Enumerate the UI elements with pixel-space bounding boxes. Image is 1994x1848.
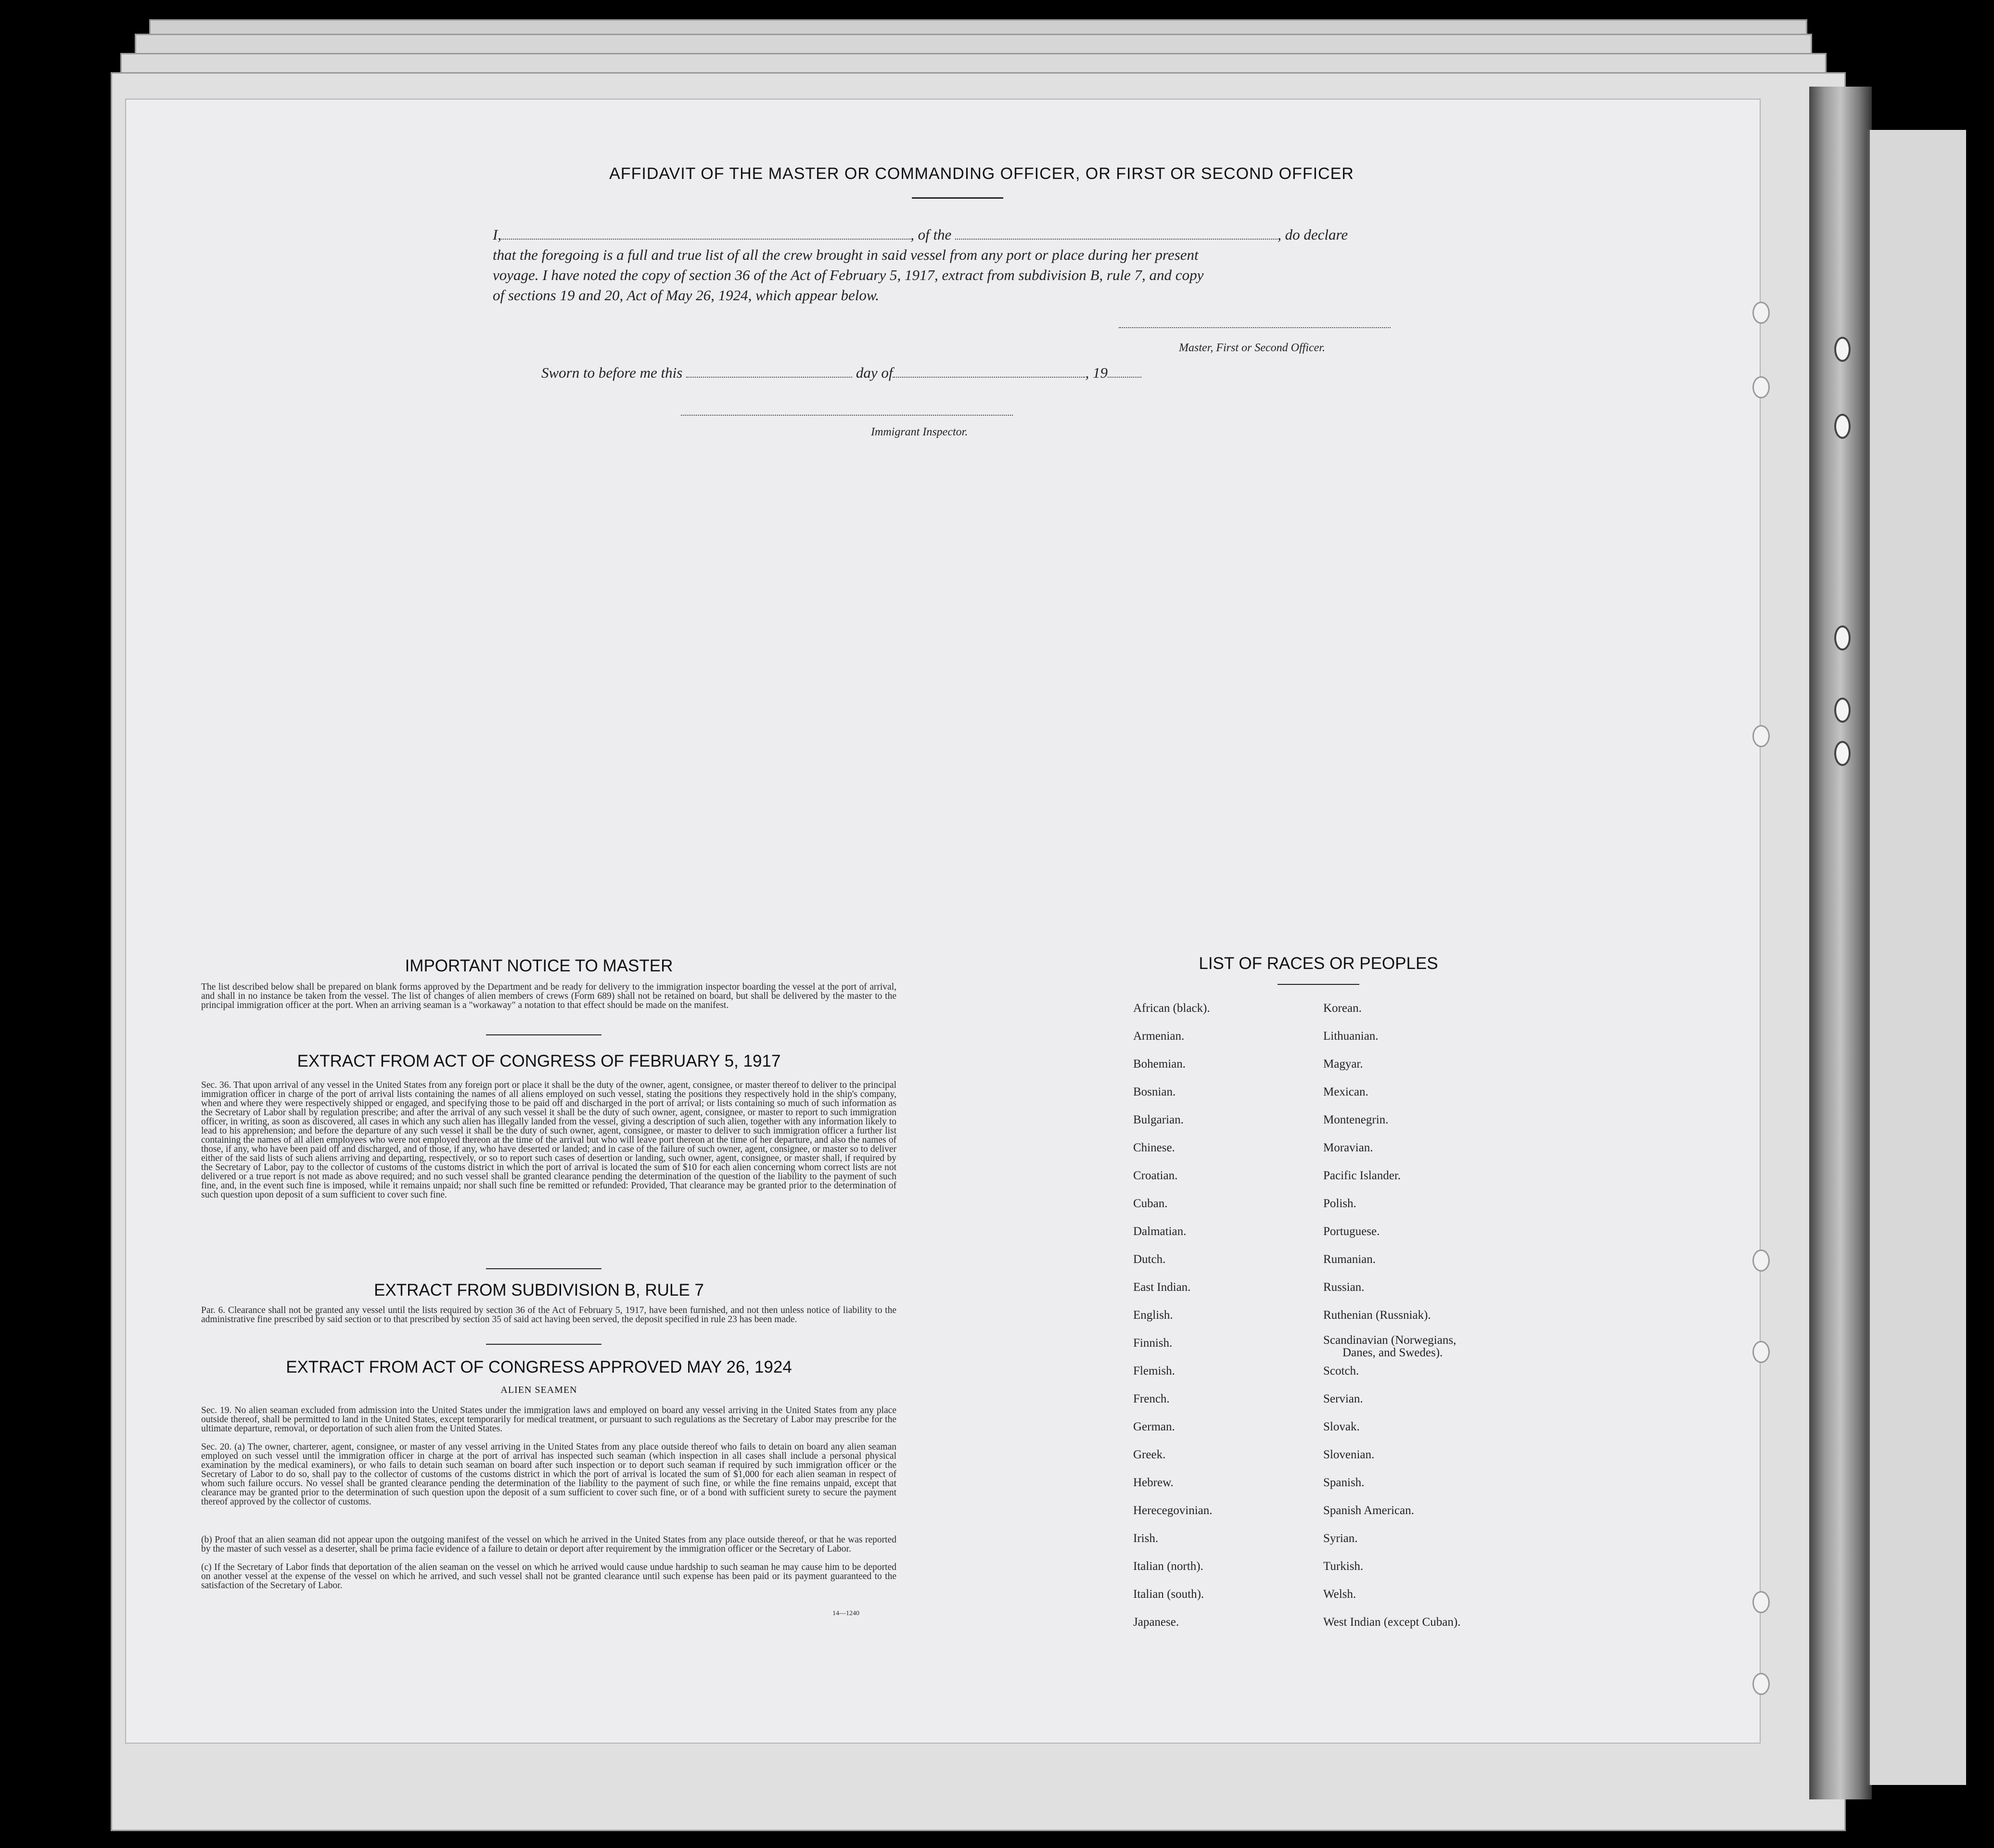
race-item: Scotch. xyxy=(1323,1364,1359,1377)
affidavit-title: AFFIDAVIT OF THE MASTER OR COMMANDING OFFICER, OR FIRST OR SECOND OFFICER xyxy=(609,165,1354,183)
i-label: I, xyxy=(493,226,502,243)
affidavit-line-3: voyage. I have noted the copy of section 36 of the Act of February 5, 1917, extract from subdivision B, rule 7, and copy xyxy=(493,267,1204,283)
form-number: 14—1240 xyxy=(832,1610,859,1617)
alien-seamen-subtitle: ALIEN SEAMEN xyxy=(500,1385,577,1395)
race-item: Cuban. xyxy=(1133,1197,1168,1210)
affidavit-line-4: of sections 19 and 20, Act of May 26, 1924, which appear below. xyxy=(493,287,880,304)
of-the-label: , of the xyxy=(910,226,952,243)
adjacent-page-edge xyxy=(1867,130,1966,1785)
race-item: Japanese. xyxy=(1133,1616,1179,1629)
race-item: Armenian. xyxy=(1133,1030,1185,1043)
extract-1917-body: Sec. 36. That upon arrival of any vessel in the United States from any foreign port or place it shall be the duty of the owner, agent, consignee, or master thereof to deliver to the principal immigration officer in charge of the port of arrival lists containing the names of all aliens employed on such vessel, stating the positions they respectively hold in the ship's company, when and where they were respectively shipped or engaged, and specifying those to be paid off and discharged in the port of arrival; or lists containing so much of such information as the Secretary of Labor shall by regulation prescribe; and after the arrival of any such vessel it shall be the duty of such owner, agent, consignee, or master to report to such immigration officer, in writing, as soon as discovered, all cases in which any such alien has illegally landed from the vessel, giving a description of such alien, together with any information likely to lead to his apprehension; and before the departure of any such vessel it shall be the duty of such owner, agent, consignee, or master to deliver to such immigration officer a further list containing the names of all alien employees who were not employed thereon at the time of the arrival but who will leave port thereon at the time of her departure, and also the names of those, if any, who have been paid off and discharged, and of those, if any, who have deserted or landed; and in case of the failure of such owner, agent, consignee, or master so to deliver either of the said lists of such aliens arriving and departing, respectively, or so to report such cases of desertion or landing, such owner, agent, consignee, or master shall, if required by the Secretary of Labor, pay to the collector of customs of the customs district in which the port of arrival is located the sum of $10 for each alien concerning whom correct lists are not delivered or a true report is not made as above required; and no such vessel shall be granted clearance pending the determination of the question of the liability to the payment of such fine, and, in the event such fine is imposed, while it remains unpaid; nor shall such fine be remitted or refunded: Provided, That clearance may be granted prior to the determination of such question upon deposit of a sum sufficient to cover such fine. xyxy=(201,1080,896,1200)
race-item: Mexican. xyxy=(1323,1085,1368,1098)
race-item: Spanish. xyxy=(1323,1476,1365,1489)
race-item: Servian. xyxy=(1323,1392,1363,1405)
binder-hole xyxy=(1834,741,1851,766)
sec-20c-text: (c) If the Secretary of Labor finds that deportation of the alien seaman on the vessel on which he arrived would cause undue hardship to such seaman he may cause him to be deported on another vessel at the expense of the vessel on which he arrived, and such vessel shall not be granted clearance until such expense has been paid or its payment guaranteed to the satisfaction of the Secretary of Labor. xyxy=(201,1562,896,1591)
master-signature-blank[interactable] xyxy=(1119,327,1391,328)
race-item: Turkish. xyxy=(1323,1560,1364,1573)
race-item: African (black). xyxy=(1133,1002,1210,1015)
race-item: Moravian. xyxy=(1323,1141,1373,1154)
name-blank[interactable] xyxy=(501,239,910,240)
race-item: West Indian (except Cuban). xyxy=(1323,1616,1461,1629)
race-item: Dalmatian. xyxy=(1133,1225,1187,1238)
sec-20a-text: Sec. 20. (a) The owner, charterer, agent, consignee, or master of any vessel arriving in the United States from any place outside thereof who fails to detain on board any alien seaman employed on such vessel until the immigration officer in charge at the port of arrival has inspected such seaman (which inspection in all cases shall include a personal physical examination by the medical examiners), or who fails to detain such seaman on board after such inspection or to deport such seaman if required by such immigration officer or the Secretary of Labor to do so, shall pay to the collector of customs of the customs district in which the port of arrival is located the sum of $1,000 for each alien seaman in respect of whom such failure occurs. No vessel shall be granted clearance pending the determination of the liability to the payment of such fine, or while the fine remains unpaid, except that clearance may be granted prior to the determination of such question upon the deposit of a sum sufficient to cover such fine, or of a bond with sufficient surety to secure the payment thereof approved by the collector of customs. xyxy=(201,1442,896,1507)
binder-hole xyxy=(1834,414,1851,439)
race-item: Lithuanian. xyxy=(1323,1030,1379,1043)
divider xyxy=(486,1344,601,1345)
race-item: Scandinavian (Norwegians, xyxy=(1323,1334,1457,1347)
day-blank[interactable] xyxy=(686,377,852,378)
race-item: English. xyxy=(1133,1309,1173,1322)
binder-hole xyxy=(1834,625,1851,650)
inspector-signature-blank[interactable] xyxy=(681,415,1013,416)
race-item: Spanish American. xyxy=(1323,1504,1414,1517)
month-blank[interactable] xyxy=(893,377,1085,378)
race-item: Pacific Islander. xyxy=(1323,1169,1401,1182)
race-item: Chinese. xyxy=(1133,1141,1175,1154)
punch-hole xyxy=(1752,725,1770,747)
race-item: Irish. xyxy=(1133,1532,1159,1545)
race-item: Hebrew. xyxy=(1133,1476,1174,1489)
race-item: Bohemian. xyxy=(1133,1058,1186,1071)
race-item: French. xyxy=(1133,1392,1170,1405)
notice-body: The list described below shall be prepared on blank forms approved by the Department and be ready for delivery to the immigration inspector boarding the vessel at the port of arrival, and shall in no instance be taken from the vessel. The list of changes of alien members of crews (Form 689) shall not be retained on board, but shall be delivered by the master to the principal immigration officer at the port. When an arriving seaman is a "workaway" a notation to that effect should be made on the manifest. xyxy=(201,982,896,1010)
affidavit-line-1 xyxy=(493,226,1348,243)
races-title: LIST OF RACES OR PEOPLES xyxy=(1199,954,1438,973)
race-item: Finnish. xyxy=(1133,1337,1173,1350)
race-item: Polish. xyxy=(1323,1197,1356,1210)
sworn-label: Sworn to before me this xyxy=(541,364,683,381)
year-blank[interactable] xyxy=(1108,377,1141,378)
race-item: Syrian. xyxy=(1323,1532,1358,1545)
day-of-label: day of xyxy=(856,364,893,381)
year-label: , 19 xyxy=(1085,364,1108,381)
race-item: Slovak. xyxy=(1323,1420,1360,1433)
race-item: Croatian. xyxy=(1133,1169,1178,1182)
race-item: Greek. xyxy=(1133,1448,1166,1461)
sec-19-text: Sec. 19. No alien seaman excluded from admission into the United States under the immigration laws and employed on board any vessel arriving in the United States from any place outside thereof, shall be permitted to land in the United States, except temporarily for medical treatment, or pursuant to such regulations as the Secretary of Labor may prescribe for the ultimate departure, removal, or deportation of such alien from the United States. xyxy=(201,1405,896,1434)
race-item: Welsh. xyxy=(1323,1588,1356,1601)
extract-1924-title: EXTRACT FROM ACT OF CONGRESS APPROVED MAY 26, 1924 xyxy=(286,1358,792,1376)
race-item: German. xyxy=(1133,1420,1175,1433)
race-item: Rumanian. xyxy=(1323,1253,1376,1266)
race-item: Korean. xyxy=(1323,1002,1362,1015)
title-underline xyxy=(912,197,1003,199)
race-item: East Indian. xyxy=(1133,1281,1191,1294)
extract-rule7-body: Par. 6. Clearance shall not be granted any vessel until the lists required by section 36 of the Act of February 5, 1917, have been furnished, and not then unless notice of liability to the administrative fine prescribed by said section or to that prescribed by section 35 of said act having been served, the deposit specified in rule 23 has been made. xyxy=(201,1305,896,1325)
punch-hole xyxy=(1752,1591,1770,1613)
sec-20b-text: (b) Proof that an alien seaman did not appear upon the outgoing manifest of the vessel on which he arrived in the United States from any place outside thereof, or that he was reported by the master of such vessel as a deserter, shall be prima facie evidence of a failure to detain or deport after requirement by the immigration officer or the Secretary of Labor. xyxy=(201,1535,896,1554)
race-item: Slovenian. xyxy=(1323,1448,1375,1461)
master-signature-label: Master, First or Second Officer. xyxy=(1179,342,1325,354)
race-item: Italian (north). xyxy=(1133,1560,1203,1573)
race-item-continued: Danes, and Swedes). xyxy=(1342,1346,1443,1359)
vessel-blank[interactable] xyxy=(955,239,1278,240)
punch-hole xyxy=(1752,302,1770,324)
race-item: Herecegovinian. xyxy=(1133,1504,1213,1517)
sworn-line xyxy=(541,364,1141,382)
race-item: Ruthenian (Russniak). xyxy=(1323,1309,1431,1322)
do-declare-label: , do declare xyxy=(1278,226,1348,243)
extract-rule7-title: EXTRACT FROM SUBDIVISION B, RULE 7 xyxy=(374,1281,704,1300)
race-item: Magyar. xyxy=(1323,1058,1363,1071)
extract-1917-title: EXTRACT FROM ACT OF CONGRESS OF FEBRUARY 5, 1917 xyxy=(297,1052,781,1071)
race-item: Montenegrin. xyxy=(1323,1113,1389,1126)
race-item: Flemish. xyxy=(1133,1364,1175,1377)
affidavit-line-2: that the foregoing is a full and true list of all the crew brought in said vessel from any port or place during her present xyxy=(493,246,1199,263)
inspector-label: Immigrant Inspector. xyxy=(871,426,968,438)
punch-hole xyxy=(1752,376,1770,398)
race-item: Bosnian. xyxy=(1133,1085,1176,1098)
punch-hole xyxy=(1752,1249,1770,1272)
punch-hole xyxy=(1752,1341,1770,1363)
race-item: Dutch. xyxy=(1133,1253,1166,1266)
binder-hole xyxy=(1834,698,1851,723)
divider xyxy=(486,1268,601,1269)
race-item: Russian. xyxy=(1323,1281,1365,1294)
notice-title: IMPORTANT NOTICE TO MASTER xyxy=(405,956,673,975)
divider xyxy=(486,1034,601,1035)
race-item: Portuguese. xyxy=(1323,1225,1380,1238)
binder-hole xyxy=(1834,337,1851,362)
race-item: Italian (south). xyxy=(1133,1588,1204,1601)
punch-hole xyxy=(1752,1673,1770,1695)
races-underline xyxy=(1278,984,1359,985)
race-item: Bulgarian. xyxy=(1133,1113,1184,1126)
